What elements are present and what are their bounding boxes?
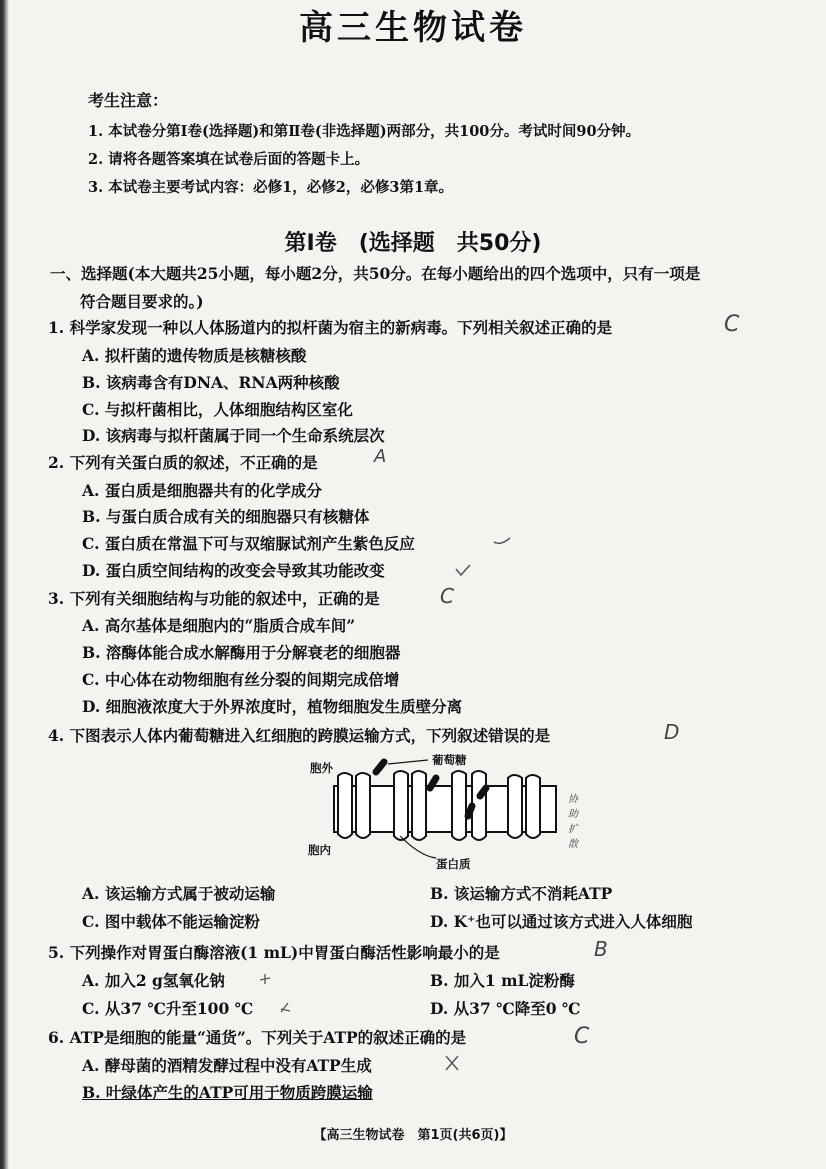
- option-item: D. K⁺也可以通过该方式进入人体细胞: [430, 912, 693, 931]
- option-item: B. 叶绿体产生的ATP可用于物质跨膜运输: [82, 1083, 373, 1102]
- option-item: A. 蛋白质是细胞器共有的化学成分: [82, 481, 322, 500]
- notice-item: 2. 请将各题答案填在试卷后面的答题卡上。: [88, 151, 370, 168]
- protein-label: 蛋白质: [436, 857, 471, 871]
- option-item: B. 与蛋白质合成有关的细胞器只有核糖体: [82, 507, 370, 526]
- option-item: C. 中心体在动物细胞有丝分裂的间期完成倍增: [82, 670, 400, 689]
- option-item: D. 从37 ℃降至0 ℃: [430, 999, 581, 1018]
- option-item: B. 溶酶体能合成水解酶用于分解衰老的细胞器: [82, 643, 401, 662]
- question-stem: 6. ATP是细胞的能量“通货”。下列关于ATP的叙述正确的是: [48, 1028, 467, 1047]
- option-item: A. 加入2 g氢氧化钠: [82, 971, 225, 990]
- option-item: A. 酵母菌的酒精发酵过程中没有ATP生成: [82, 1056, 372, 1075]
- handwritten-answer: C: [574, 1024, 590, 1049]
- option-item: A. 该运输方式属于被动运输: [82, 884, 276, 903]
- inside-label: 胞内: [308, 843, 331, 857]
- option-item: D. 该病毒与拟杆菌属于同一个生命系统层次: [82, 426, 385, 445]
- handwritten-answer: B: [594, 937, 608, 961]
- page-footer: 【高三生物试卷 第1页(共6页)】: [313, 1128, 513, 1143]
- handwritten-answer: A: [374, 446, 387, 467]
- option-item: D. 蛋白质空间结构的改变会导致其功能改变: [82, 561, 385, 580]
- option-item: C. 蛋白质在常温下可与双缩脲试剂产生紫色反应: [82, 534, 415, 553]
- option-item: C. 从37 ℃升至100 ℃: [82, 999, 254, 1018]
- option-item: A. 拟杆菌的遗传物质是核糖核酸: [82, 346, 307, 365]
- handwritten-answer: D: [664, 720, 680, 744]
- section-instruction: 符合题目要求的。): [80, 292, 204, 311]
- outside-label: 胞外: [310, 761, 333, 775]
- option-item: C. 与拟杆菌相比，人体细胞结构区室化: [82, 400, 353, 419]
- margin-note: 协助扩散: [568, 794, 578, 850]
- option-item: B. 该运输方式不消耗ATP: [430, 884, 613, 903]
- notice-heading: 考生注意：: [88, 91, 169, 110]
- glucose-label: 葡萄糖: [432, 753, 467, 767]
- page-binding-edge: [0, 0, 9, 1169]
- section-title: 第Ⅰ卷 (选择题 共50分): [284, 231, 542, 256]
- exam-title: 高三生物试卷: [299, 8, 527, 48]
- handwritten-answer: C: [724, 312, 740, 337]
- handwritten-answer: C: [440, 584, 454, 608]
- option-item: C. 图中载体不能运输淀粉: [82, 912, 260, 931]
- question-stem: 1. 科学家发现一种以人体肠道内的拟杆菌为宿主的新病毒。下列相关叙述正确的是: [48, 318, 613, 337]
- option-item: D. 细胞液浓度大于外界浓度时，植物细胞发生质壁分离: [82, 697, 463, 716]
- question-stem: 5. 下列操作对胃蛋白酶溶液(1 mL)中胃蛋白酶活性影响最小的是: [48, 943, 500, 962]
- question-stem: 3. 下列有关细胞结构与功能的叙述中，正确的是: [48, 589, 380, 608]
- option-item: B. 该病毒含有DNA、RNA两种核酸: [82, 373, 340, 392]
- question-stem: 4. 下图表示人体内葡萄糖进入红细胞的跨膜运输方式，下列叙述错误的是: [48, 726, 551, 745]
- option-item: B. 加入1 mL淀粉酶: [430, 971, 575, 990]
- notice-item: 1. 本试卷分第Ⅰ卷(选择题)和第Ⅱ卷(非选择题)两部分，共100分。考试时间90分钟。: [88, 123, 641, 140]
- section-instruction: 一、选择题(本大题共25小题，每小题2分，共50分。在每小题给出的四个选项中，只有一项是: [50, 264, 701, 283]
- check-mark-icon: [454, 563, 472, 577]
- membrane-transport-diagram: [296, 752, 576, 876]
- notice-item: 3. 本试卷主要考试内容：必修1，必修2，必修3第1章。: [88, 179, 454, 196]
- cross-mark-icon: [444, 1054, 460, 1072]
- option-item: A. 高尔基体是细胞内的“脂质合成车间”: [82, 616, 356, 635]
- cross-mark-icon: [278, 1000, 292, 1014]
- cross-mark-icon: [258, 972, 272, 986]
- check-mark-icon: [492, 534, 512, 548]
- question-stem: 2. 下列有关蛋白质的叙述，不正确的是: [48, 453, 318, 472]
